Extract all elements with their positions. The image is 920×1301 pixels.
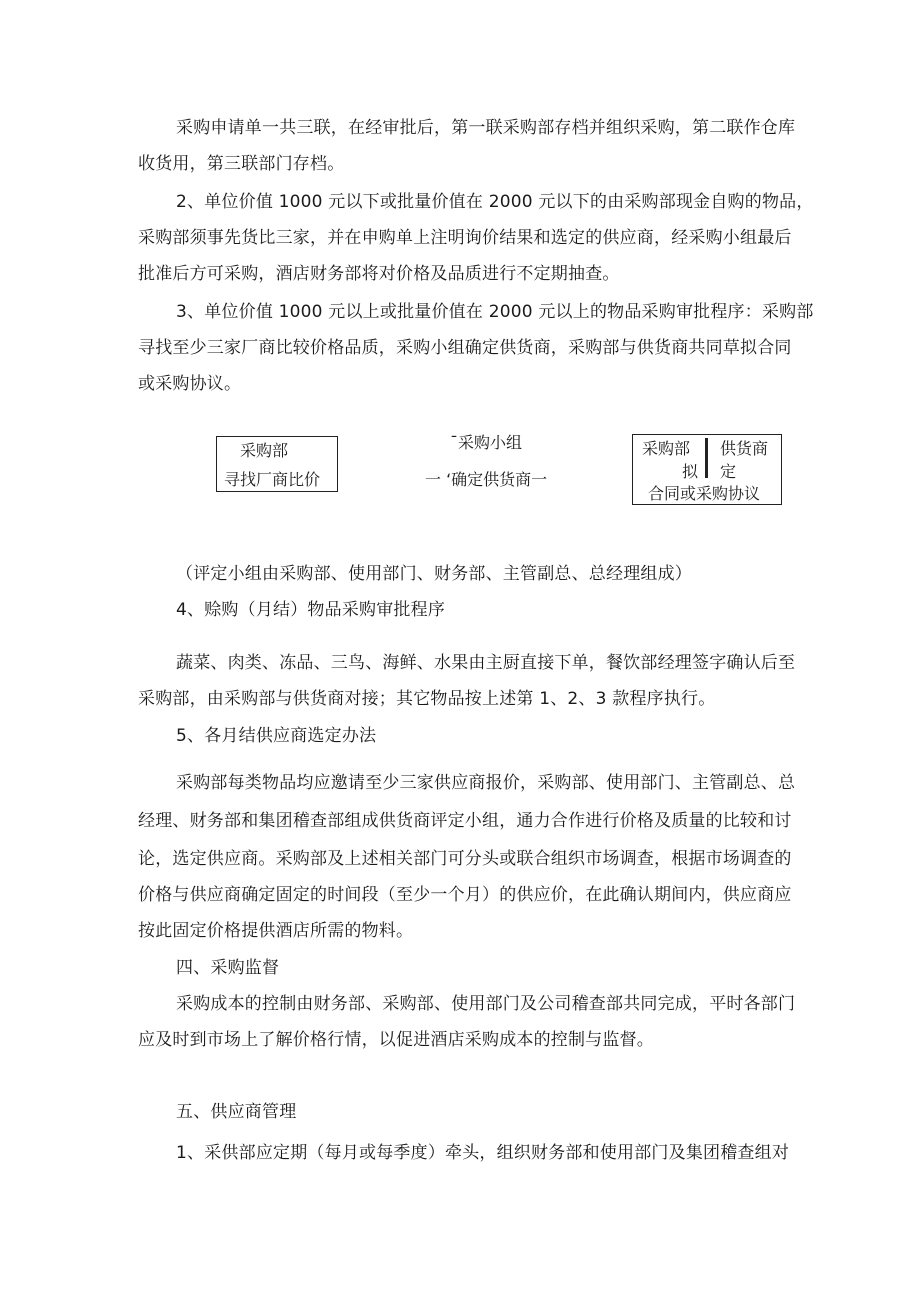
flow-box2-line-1a: 采购部 (642, 439, 691, 458)
supervision-line-2: 应及时到市场上了解价格行情，以促进酒店采购成本的控制与监督。 (138, 1030, 654, 1050)
paragraph-3-line-3: 或采购协议。 (138, 374, 242, 394)
section-5-line-4: 价格与供应商确定固定的时间段（至少一个月）的供应价，在此确认期间内，供应商应 (138, 885, 792, 905)
flow-middle-line-2: 一 ‘确定供货商一 (425, 470, 548, 489)
section-4-line-1: 蔬菜、肉类、冻品、三鸟、海鲜、水果由主厨直接下单，餐饮部经理签字确认后至 (176, 653, 796, 673)
flow-box2-line-3: 合同或采购协议 (648, 484, 761, 503)
paragraph-2-line-2: 采购部须事先货比三家，并在申购单上注明询价结果和选定的供应商，经采购小组最后 (138, 228, 792, 248)
section-5-line-5: 按此固定价格提供酒店所需的物料。 (138, 921, 414, 941)
flow-box2-divider (705, 438, 708, 478)
paragraph-1-line-1: 采购申请单一共三联，在经审批后，第一联采购部存档并组织采购，第二联作仓库 (176, 118, 796, 138)
supplier-management-item-1: 1、采供部应定期（每月或每季度）牵头，组织财务部和使用部门及集团稽查组对 (176, 1143, 790, 1163)
paragraph-3-line-1: 3、单位价值 1000 元以上或批量价值在 2000 元以上的物品采购审批程序：采购部 (176, 302, 814, 322)
supervision-heading: 四、采购监督 (176, 958, 280, 978)
paragraph-2-line-3: 批准后方可采购，酒店财务部将对价格及品质进行不定期抽查。 (138, 264, 620, 284)
committee-note: （评定小组由采购部、使用部门、财务部、主管副总、总经理组成） (176, 564, 692, 584)
section-5-line-1: 采购部每类物品均应邀请至少三家供应商报价，采购部、使用部门、主管副总、总 (176, 773, 796, 793)
flow-box1-line-1: 采购部 (240, 441, 289, 460)
section-4-line-2: 采购部，由采购部与供货商对接；其它物品按上述第 1、2、3 款程序执行。 (138, 689, 716, 709)
flow-middle-line-1: ˉ采购小组 (450, 433, 523, 452)
section-5-line-3: 论，选定供应商。采购部及上述相关部门可分头或联合组织市场调查，根据市场调查的 (138, 849, 792, 869)
flow-box2-line-2a: 拟 (682, 462, 699, 481)
supplier-management-heading: 五、供应商管理 (176, 1102, 297, 1122)
paragraph-3-line-2: 寻找至少三家厂商比较价格品质，采购小组确定供货商，采购部与供货商共同草拟合同 (138, 338, 792, 358)
flow-box2-line-1b: 供货商 (720, 439, 769, 458)
flow-box1-line-2: 寻找厂商比价 (224, 470, 321, 489)
supervision-line-1: 采购成本的控制由财务部、采购部、使用部门及公司稽查部共同完成，平时各部门 (176, 994, 796, 1014)
flow-box2-line-2b: 定 (720, 462, 737, 481)
paragraph-2-line-1: 2、单位价值 1000 元以下或批量价值在 2000 元以下的由采购部现金自购的物品， (176, 192, 814, 212)
section-5-line-2: 经理、财务部和集团稽查部组成供货商评定小组，通力合作进行价格及质量的比较和讨 (138, 811, 792, 831)
section-4-heading: 4、赊购（月结）物品采购审批程序 (176, 600, 446, 620)
paragraph-1-line-2: 收货用，第三联部门存档。 (138, 154, 345, 174)
section-5-heading: 5、各月结供应商选定办法 (176, 726, 377, 746)
